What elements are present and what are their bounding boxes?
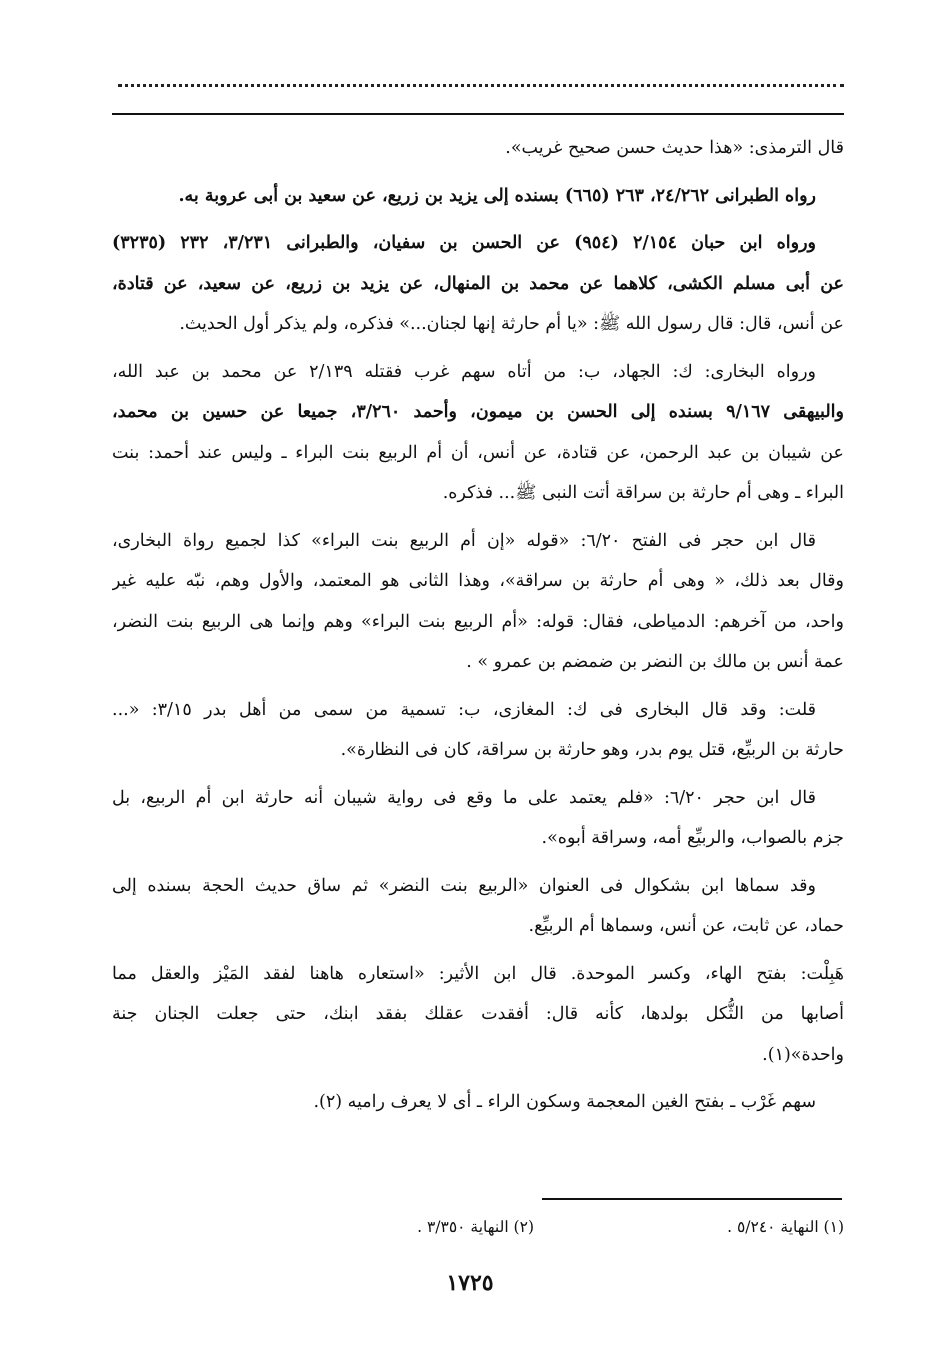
text-line: والبيهقى ٩/١٦٧ بسنده إلى الحسن بن ميمون، وأحمد ٣/٢٦٠، جميعا عن حسين بن محمد، — [112, 402, 844, 422]
paragraph-tabarani — [112, 176, 844, 217]
dotted-separator — [118, 84, 844, 87]
text-line: واحد، من آخرهم: الدمياطى، فقال: قوله: «أم الربيع بنت البراء» وهم وإنما هى الربيع بنت النضر، — [112, 611, 844, 632]
main-text — [112, 128, 844, 1130]
footnotes — [112, 1212, 844, 1242]
footnote-rule — [542, 1198, 842, 1200]
text-line: البراء ـ وهى أم حارثة بن سراقة أتت النبى ﷺ... فذكره. — [442, 483, 844, 503]
paragraph-ibn-hibban — [112, 223, 844, 345]
text-line: حارثة بن الربيِّع، قتل يوم بدر، وهو حارثة بن سراقة، كان فى النظارة». — [340, 740, 844, 760]
footnote-2: (٢) النهاية ٣/٣٥٠ . — [417, 1218, 534, 1236]
text-line: وقد سماها ابن بشكوال فى العنوان «الربيع بنت النضر» ثم ساق حديث الحجة بسنده إلى — [112, 875, 816, 896]
text-line: قال الترمذى: «هذا حديث حسن صحيح غريب». — [505, 138, 844, 158]
paragraph-sahm-gharb — [112, 1082, 844, 1123]
text-line: رواه الطبرانى ٢٤/٢٦٢، ٢٦٣ (٦٦٥) بسنده إلى يزيد بن زريع، عن سعيد بن أبى عروبة به. — [178, 185, 816, 206]
text-line: أصابها من الثُّكل بولدها، كأنه قال: أفقدت عقلك بفقد ابنك، حتى جعلت الجنان جنة — [112, 1004, 844, 1024]
text-line: ورواه البخارى: ك: الجهاد، ب: من أتاه سهم غرب فقتله ٢/١٣٩ عن محمد بن عبد الله، — [112, 361, 816, 382]
paragraph-tirmidhi — [112, 128, 844, 169]
text-line: عن شيبان بن عبد الرحمن، عن قتادة، عن أنس، أن أم الربيع بنت البراء ـ وليس عند أحمد: بنت — [112, 442, 844, 463]
text-line: واحدة»(١). — [762, 1044, 844, 1065]
paragraph-ibn-hajar-fath — [112, 521, 844, 683]
text-line: قال ابن حجر فى الفتح ٦/٢٠: «قوله «إن أم الربيع بنت البراء» كذا لجميع رواة البخارى، — [112, 530, 816, 551]
text-line: سهم غَرْب ـ بفتح الغين المعجمة وسكون الراء ـ أى لا يعرف راميه (٢). — [313, 1092, 816, 1112]
header-rule — [112, 113, 844, 115]
footnote-1: (١) النهاية ٥/٢٤٠ . — [727, 1218, 844, 1236]
text-line: عمة أنس بن مالك بن النضر بن ضمضم بن عمرو » . — [466, 652, 844, 672]
paragraph-ibn-bashkuwal — [112, 866, 844, 947]
text-line: وقال بعد ذلك، « وهى أم حارثة بن سراقة»، وهذا الثانى هو المعتمد، والأول وهم، نبّه عليه غير — [112, 571, 844, 591]
text-line: ورواه ابن حبان ٢/١٥٤ (٩٥٤) عن الحسن بن سفيان، والطبرانى ٣/٢٣١، ٢٣٢ (٣٢٣٥) — [112, 233, 817, 253]
text-line: عن أبى مسلم الكشى، كلاهما عن محمد بن المنهال، عن يزيد بن زريع، عن سعيد، عن قتادة، — [112, 273, 844, 294]
text-line: جزم بالصواب، والربيِّع أمه، وسراقة أبوه». — [541, 828, 844, 848]
paragraph-bukhari — [112, 352, 844, 514]
text-line: قال ابن حجر ٦/٢٠: «فلم يعتمد على ما وقع فى رواية شيبان أنه حارثة ابن أم الربيع، بل — [112, 787, 816, 808]
text-line: هَبِلْت: بفتح الهاء، وكسر الموحدة. قال ابن الأثير: «استعاره هاهنا لفقد المَيْز والعقل مما — [112, 963, 844, 984]
paragraph-ibn-hajar-2 — [112, 778, 844, 859]
page-number: ١٧٢٥ — [446, 1270, 494, 1296]
text-line: عن أنس، قال: قال رسول الله ﷺ: «يا أم حارثة إنها لجنان...» فذكره، ولم يذكر أول الحديث. — [179, 314, 844, 334]
paragraph-qultu — [112, 690, 844, 771]
text-line: قلت: وقد قال البخارى فى ك: المغازى، ب: تسمية من سمى من أهل بدر ٣/١٥: «... — [112, 699, 816, 720]
text-line: حماد، عن ثابت، عن أنس، وسماها أم الربيِّع. — [528, 916, 844, 936]
paragraph-habilt — [112, 954, 844, 1076]
